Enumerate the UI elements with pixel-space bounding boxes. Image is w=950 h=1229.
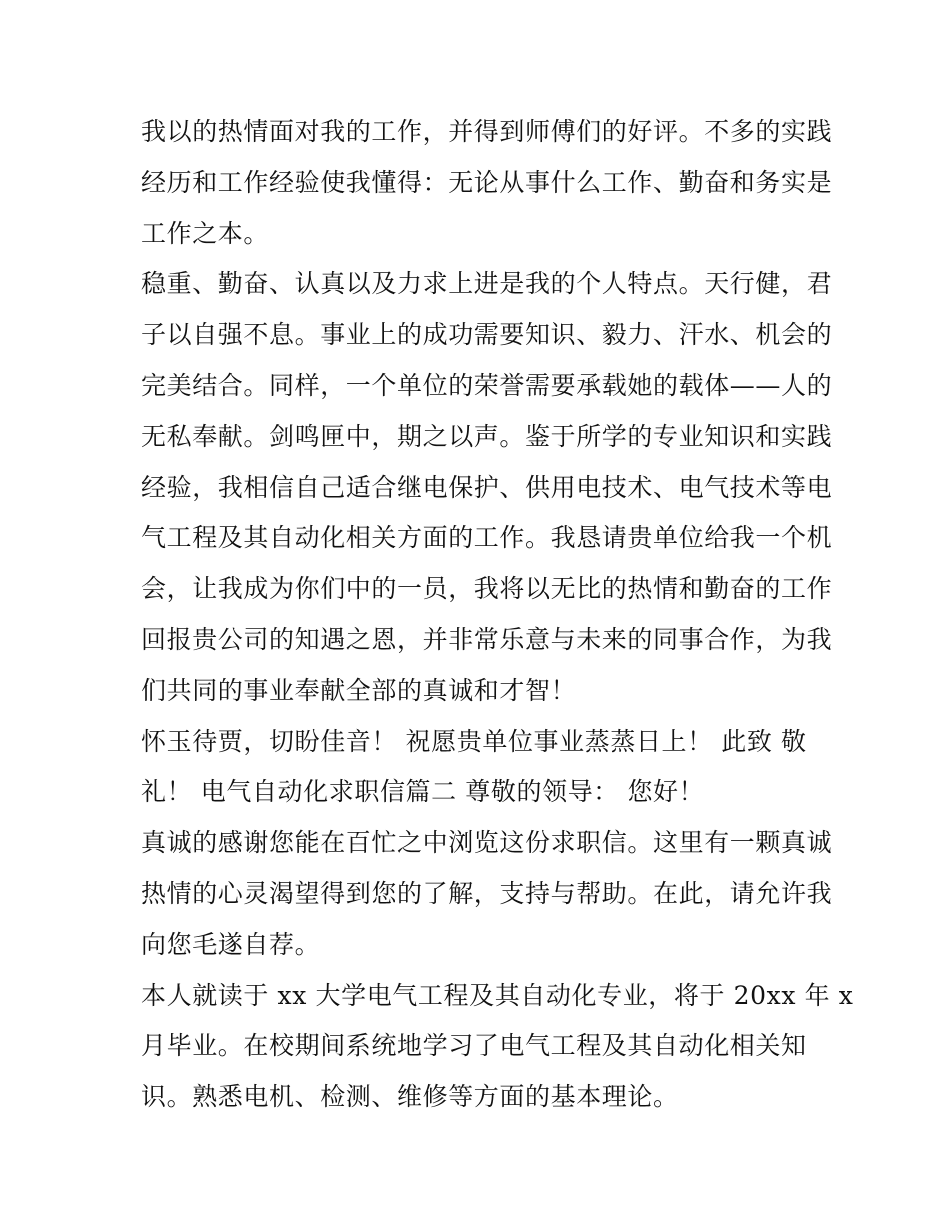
text-line: 工作之本。 (141, 218, 270, 248)
paragraph-introduction (141, 818, 833, 970)
text-line: 热情的心灵渴望得到您的了解，支持与帮助。在此，请允许我 (141, 878, 833, 908)
text-line: 识。熟悉电机、检测、维修等方面的基本理论。 (141, 1082, 679, 1112)
paragraph-closing-and-second-letter-heading (141, 717, 813, 819)
text-line: 月毕业。在校期间系统地学习了电气工程及其自动化相关知 (141, 1031, 807, 1061)
text-line: 无私奉献。剑鸣匣中，期之以声。鉴于所学的专业知识和实践 (141, 421, 833, 451)
paragraph-work-attitude (141, 107, 833, 259)
text-line: 礼！ 电气自动化求职信篇二 尊敬的领导： 您好！ (141, 777, 705, 807)
text-line: 回报贵公司的知遇之恩，并非常乐意与未来的同事合作，为我 (141, 624, 833, 654)
text-line: 会，让我成为你们中的一员，我将以无比的热情和勤奋的工作 (141, 574, 833, 604)
text-line: 稳重、勤奋、认真以及力求上进是我的个人特点。天行健，君 (141, 269, 833, 299)
text-line: 经历和工作经验使我懂得：无论从事什么工作、勤奋和务实是 (141, 167, 833, 197)
text-line: 子以自强不息。事业上的成功需要知识、毅力、汗水、机会的 (141, 320, 833, 350)
text-line: 向您毛遂自荐。 (141, 929, 321, 959)
text-line: 我以的热情面对我的工作，并得到师傅们的好评。不多的实践 (141, 117, 833, 146)
paragraph-education (141, 971, 854, 1123)
letter-body (141, 107, 854, 1123)
text-line: 完美结合。同样，一个单位的荣誉需要承载她的载体——人的 (141, 370, 833, 400)
text-line: 气工程及其自动化相关方面的工作。我恳请贵单位给我一个机 (141, 523, 833, 553)
text-line: 本人就读于 xx 大学电气工程及其自动化专业，将于 20xx 年 x (141, 980, 854, 1010)
paragraph-personal-traits (141, 259, 833, 716)
text-line: 真诚的感谢您能在百忙之中浏览这份求职信。这里有一颗真诚 (141, 828, 833, 858)
text-line: 经验，我相信自己适合继电保护、供用电技术、电气技术等电 (141, 472, 833, 502)
text-line: 们共同的事业奉献全部的真诚和才智！ (141, 675, 577, 705)
text-line: 怀玉待贾，切盼佳音！ 祝愿贵单位事业蒸蒸日上！ 此致 敬 (141, 726, 807, 756)
